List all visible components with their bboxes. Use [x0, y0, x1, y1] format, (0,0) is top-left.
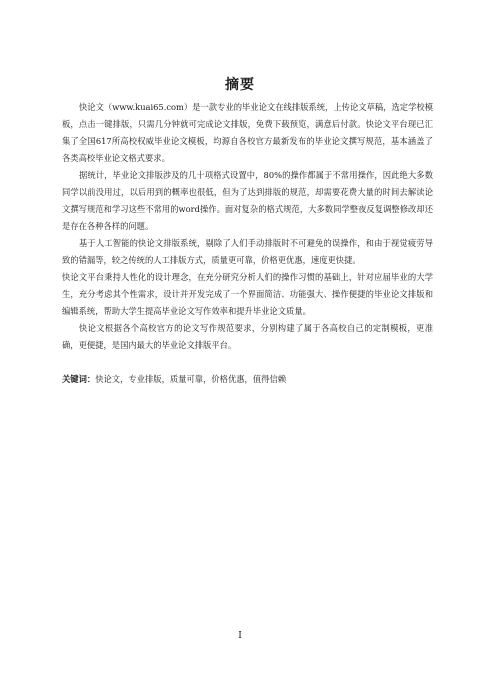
keywords-text: 快论文，专业排版，质量可靠，价格优惠，值得信赖 — [95, 374, 287, 384]
abstract-paragraph-4: 快论文平台秉持人性化的设计理念，在充分研究分析人们的操作习惯的基础上，针对应届毕业的大学生，充分考虑其个性需求，设计并开发完成了一个界面简洁、功能强大、操作便捷的毕业论文排版和编辑系统，帮助大学生提高毕业论文写作效率和提升毕业论文质量。 — [62, 272, 433, 316]
keywords-line — [62, 371, 433, 388]
abstract-body — [62, 99, 433, 388]
abstract-paragraph-5: 快论文根据各个高校官方的论文写作规范要求，分别构建了属于各高校自己的定制模板，更准确，更便捷，是国内最大的毕业论文排版平台。 — [62, 323, 433, 350]
abstract-paragraph-1: 快论文（www.kuai65.com）是一款专业的毕业论文在线排版系统，上传论文草稿，选定学校模板，点击一键排版，只需几分钟就可完成论文排版，免费下载预览，满意后付款。快论文平台现已汇集了全国617所高校权威毕业论文模板，均源自各校官方最新发布的毕业论文撰写规范，基本涵盖了各类高校毕业论文格式要求。 — [62, 102, 433, 163]
abstract-paragraph-2: 据统计，毕业论文排版涉及的几十项格式设置中，80%的操作都属于不常用操作，因此绝大多数同学以前没用过，以后用到的概率也很低，但为了达到排版的规范，却需要花费大量的时间去解读论文撰写规范和学习这些不常用的word操作。面对复杂的格式规范，大多数同学整夜反复调整修改却还是存在各种各样的问题。 — [62, 170, 433, 231]
abstract-title: 摘要 — [225, 77, 255, 93]
keywords-label: 关键词： — [62, 374, 96, 384]
page-number: I — [238, 631, 242, 641]
abstract-paragraph-3: 基于人工智能的快论文排版系统，剔除了人们手动排版时不可避免的误操作，和由于视觉疲劳导致的错漏等，较之传统的人工排版方式，质量更可靠，价格更优惠，速度更快捷。 — [62, 238, 433, 265]
